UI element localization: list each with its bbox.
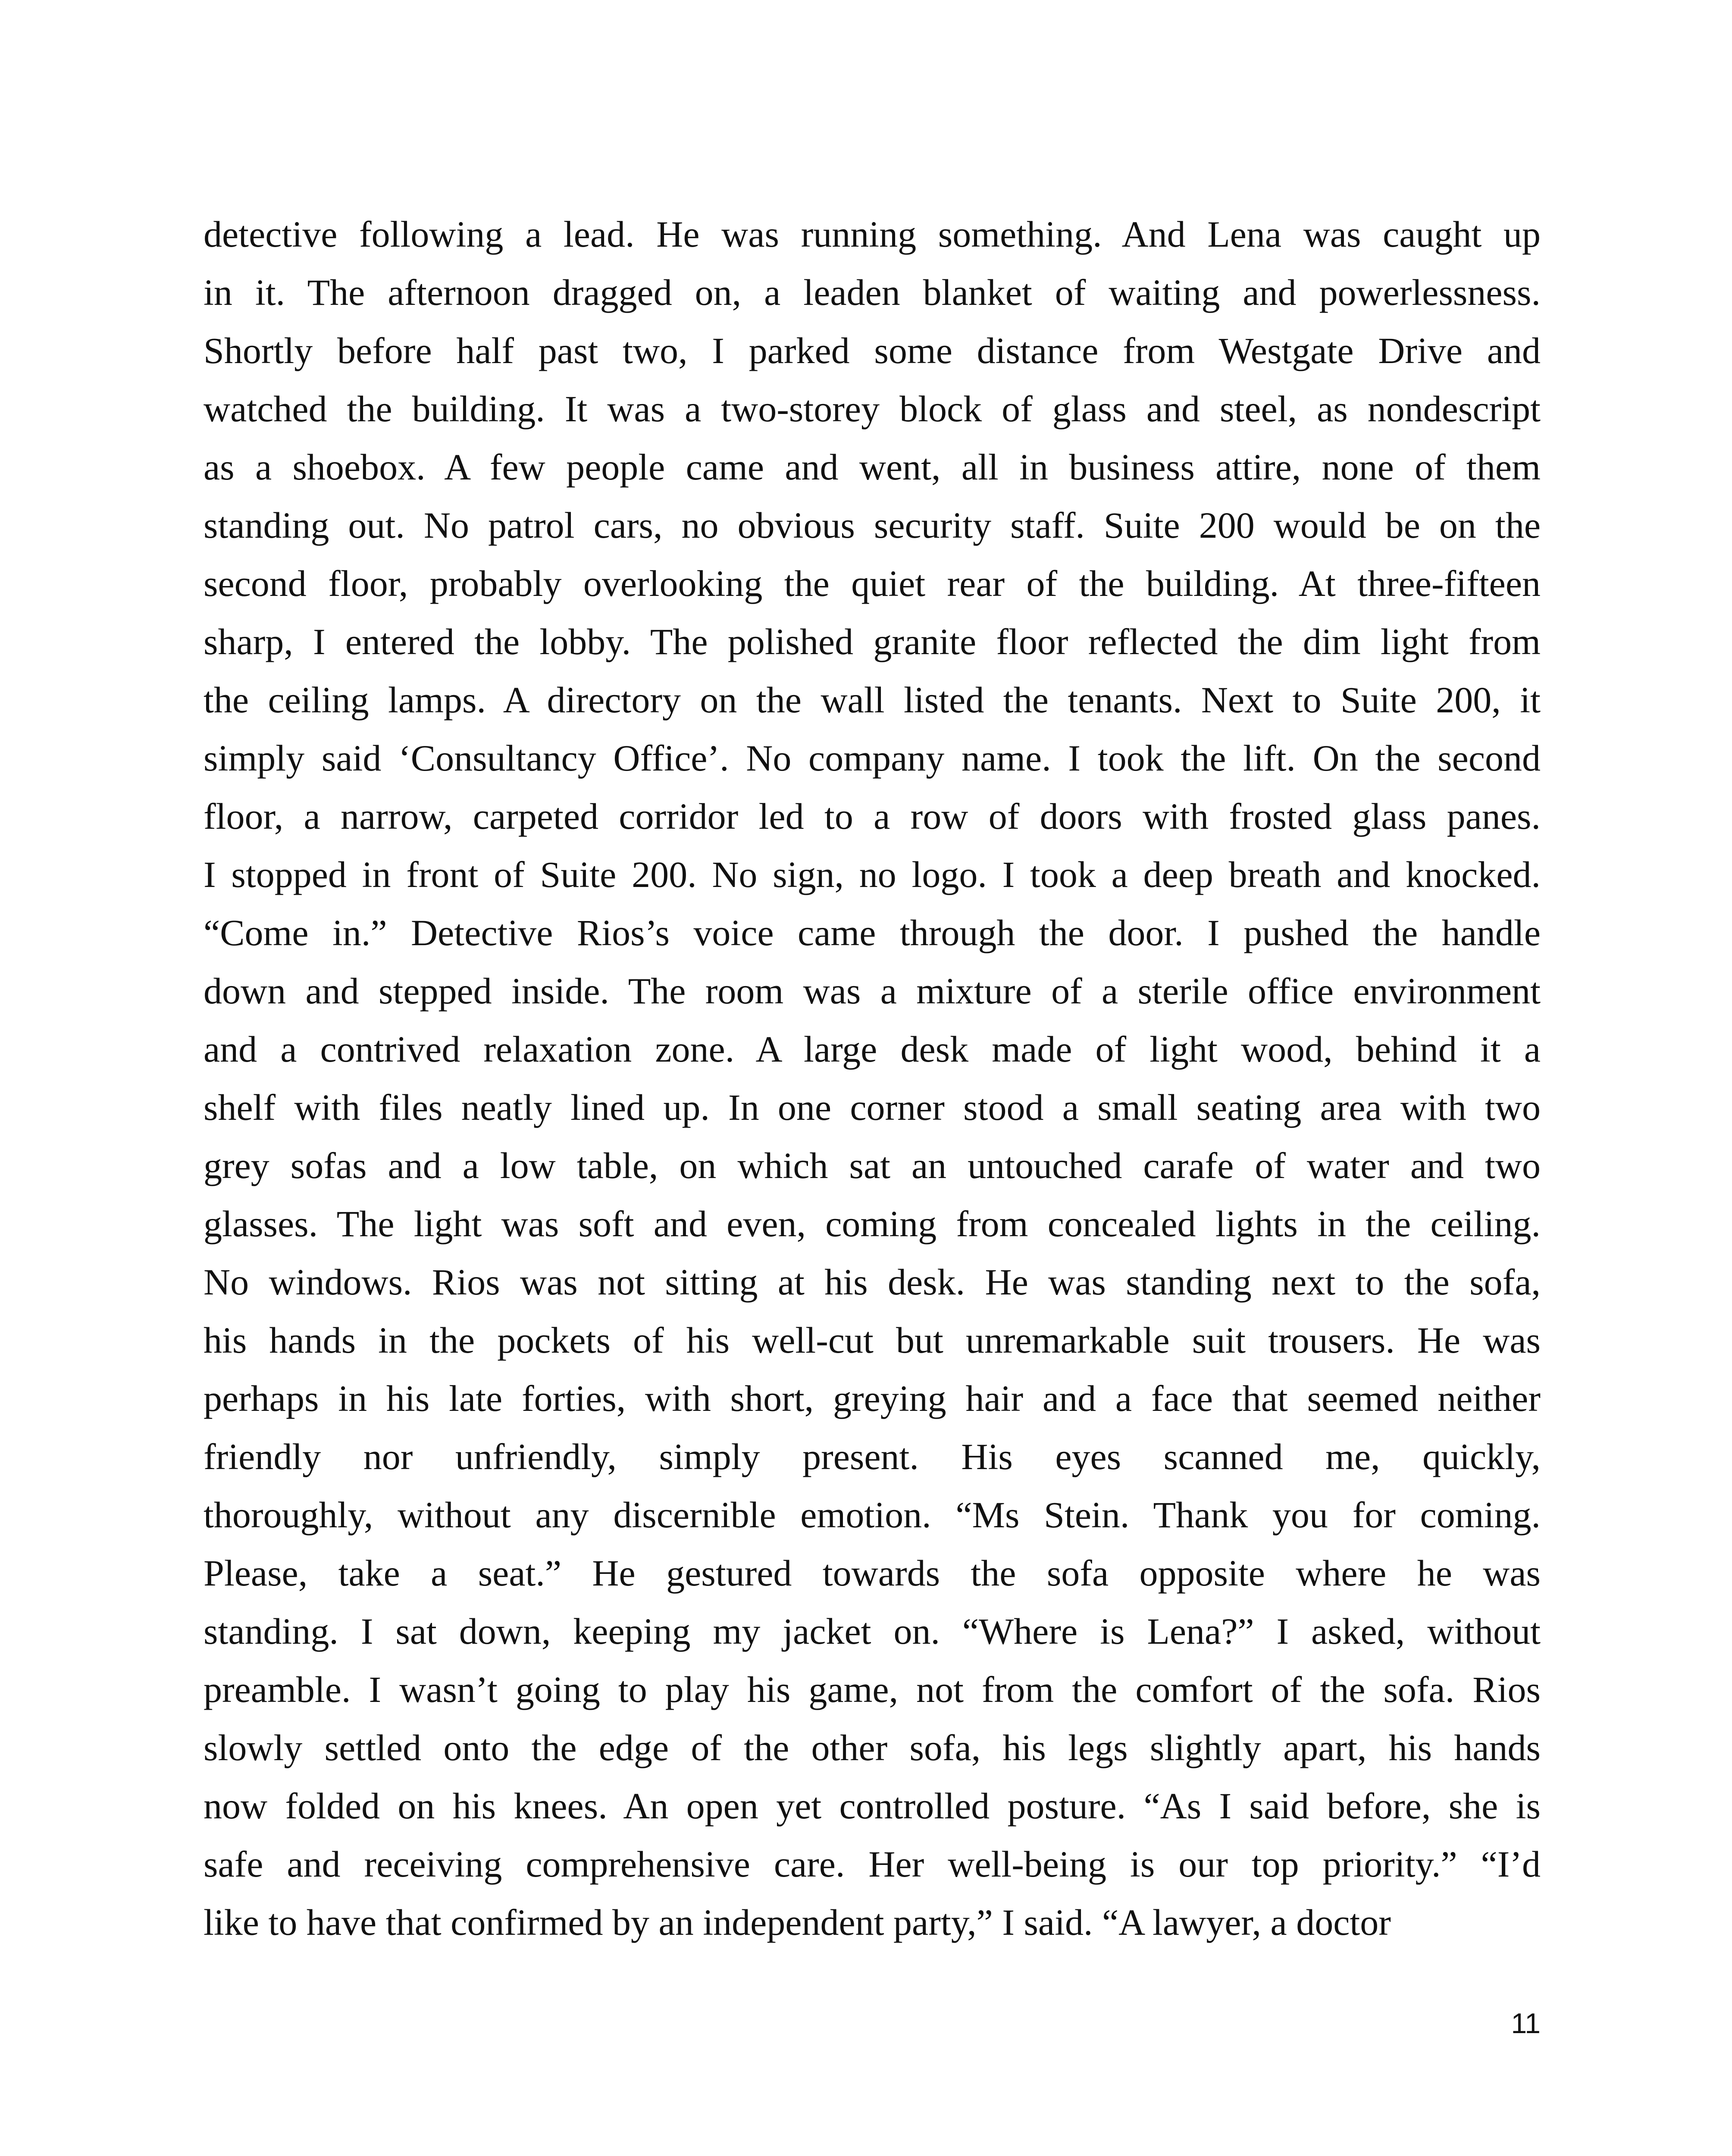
text-line: perhaps in his late forties, with short, greying hair and a face that seemed neither (204, 1378, 1541, 1419)
text-line: and a contrived relaxation zone. A large desk made of light wood, behind it a (204, 1028, 1541, 1070)
text-line: standing. I sat down, keeping my jacket on. “Where is Lena?” I asked, without (204, 1611, 1541, 1652)
text-line: No windows. Rios was not sitting at his desk. He was standing next to the sofa, (204, 1261, 1541, 1303)
text-line: preamble. I wasn’t going to play his game, not from the comfort of the sofa. Rios (204, 1669, 1541, 1710)
text-line: Shortly before half past two, I parked some distance from Westgate Drive and (204, 330, 1541, 371)
text-line: “Come in.” Detective Rios’s voice came through the door. I pushed the handle (204, 912, 1541, 953)
text-line: thoroughly, without any discernible emotion. “Ms Stein. Thank you for coming. (204, 1494, 1541, 1536)
text-line: grey sofas and a low table, on which sat an untouched carafe of water and two (204, 1145, 1541, 1186)
text-line: friendly nor unfriendly, simply present. His eyes scanned me, quickly, (204, 1436, 1541, 1477)
text-line: floor, a narrow, carpeted corridor led to a row of doors with frosted glass panes. (204, 796, 1541, 837)
text-line: simply said ‘Consultancy Office’. No company name. I took the lift. On the second (204, 737, 1541, 779)
page-number: 11 (1511, 2007, 1541, 2039)
text-line: watched the building. It was a two-storey block of glass and steel, as nondescript (204, 388, 1541, 429)
text-line: standing out. No patrol cars, no obvious security staff. Suite 200 would be on the (204, 505, 1541, 546)
text-line: the ceiling lamps. A directory on the wall listed the tenants. Next to Suite 200, it (204, 679, 1541, 721)
text-line: shelf with files neatly lined up. In one corner stood a small seating area with two (204, 1087, 1541, 1128)
text-line: now folded on his knees. An open yet controlled posture. “As I said before, she is (204, 1785, 1541, 1827)
text-line: down and stepped inside. The room was a mixture of a sterile office environment (204, 970, 1541, 1012)
text-line: his hands in the pockets of his well-cut but unremarkable suit trousers. He was (204, 1319, 1541, 1361)
text-line: safe and receiving comprehensive care. Her well-being is our top priority.” “I’d (204, 1843, 1541, 1885)
body-text (204, 205, 1541, 1952)
text-line: in it. The afternoon dragged on, a leaden blanket of waiting and powerlessness. (204, 272, 1541, 313)
text-line: Please, take a seat.” He gestured towards the sofa opposite where he was (204, 1552, 1541, 1594)
text-line: like to have that confirmed by an independent party,” I said. “A lawyer, a doctor (204, 1902, 1391, 1943)
text-line: as a shoebox. A few people came and went, all in business attire, none of them (204, 446, 1541, 488)
text-line: I stopped in front of Suite 200. No sign, no logo. I took a deep breath and knocked. (204, 854, 1541, 895)
text-line: detective following a lead. He was running something. And Lena was caught up (204, 213, 1541, 255)
text-line: glasses. The light was soft and even, coming from concealed lights in the ceiling. (204, 1203, 1541, 1244)
text-line: sharp, I entered the lobby. The polished granite floor reflected the dim light from (204, 621, 1541, 662)
text-line: second floor, probably overlooking the quiet rear of the building. At three-fifteen (204, 563, 1541, 604)
text-line: slowly settled onto the edge of the other sofa, his legs slightly apart, his hands (204, 1727, 1541, 1768)
